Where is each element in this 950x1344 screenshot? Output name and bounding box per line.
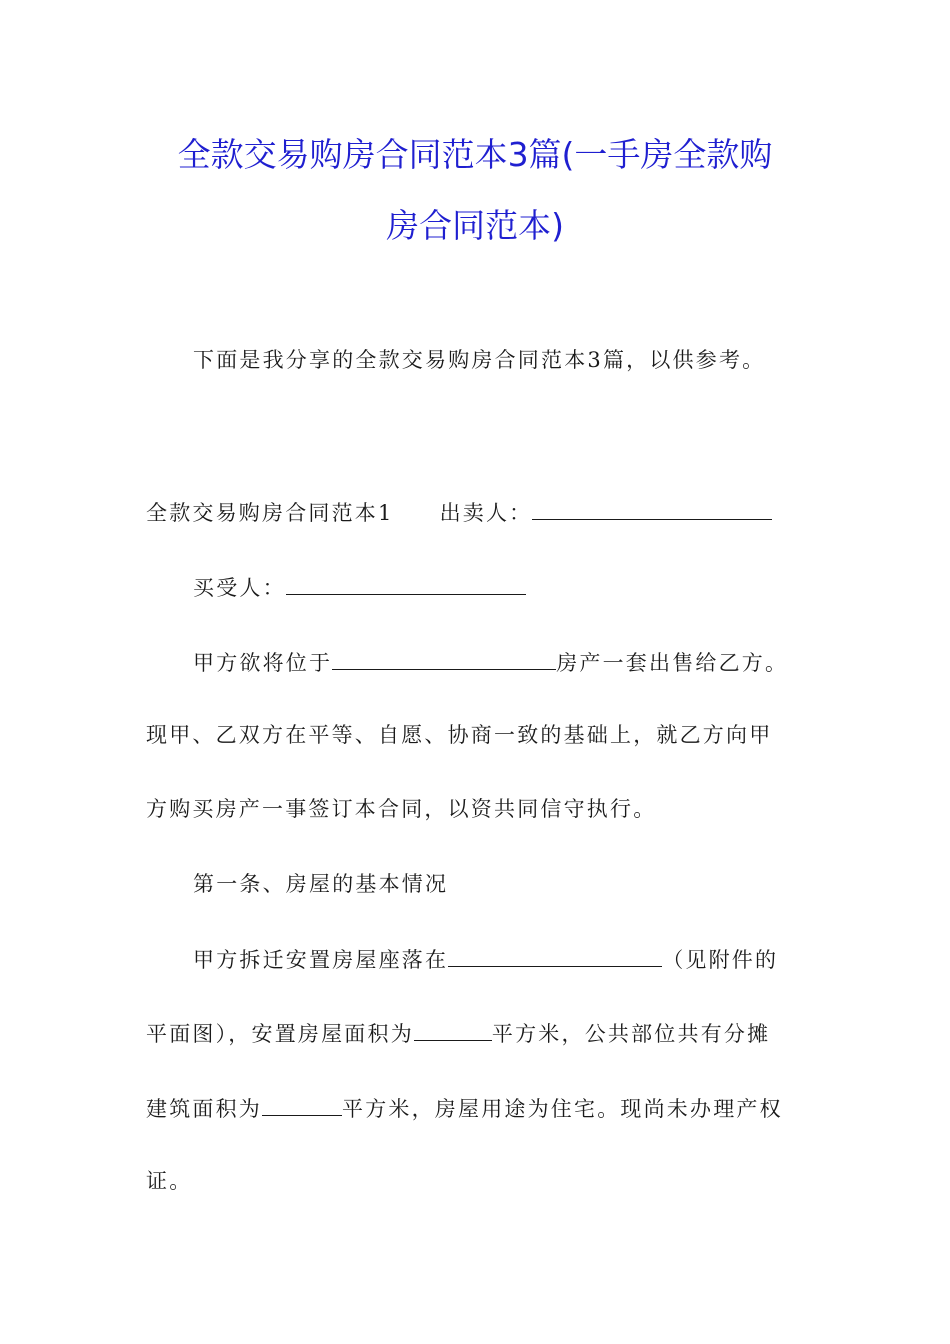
paragraph-1-text-b: 房产一套出售给乙方。 (556, 651, 789, 675)
buyer-label: 买受人： (193, 576, 286, 600)
contract-1-heading-row (146, 497, 772, 527)
shared-area-blank (262, 1093, 342, 1116)
article-1-line-4: 证。 (146, 1169, 193, 1193)
buyer-row (193, 572, 526, 602)
article-1-line-2 (146, 1018, 770, 1048)
paragraph-1-line-1 (193, 647, 788, 677)
article-1-text-f: 平方米，房屋用途为住宅。现尚未办理产权 (342, 1097, 783, 1121)
article-1-line-1 (193, 944, 778, 974)
area-blank (414, 1018, 492, 1041)
seller-blank (532, 497, 772, 520)
paragraph-1-text-a: 甲方欲将位于 (193, 651, 333, 675)
paragraph-1-line-3: 方购买房产一事签订本合同，以资共同信守执行。 (146, 797, 657, 821)
seller-label: 出卖人： (439, 501, 533, 525)
article-1-text-d: 平方米，公共部位共有分摊 (491, 1022, 771, 1046)
intro-paragraph: 下面是我分享的全款交易购房合同范本3篇，以供参考。 (193, 348, 766, 372)
paragraph-1-line-2: 现甲、乙双方在平等、自愿、协商一致的基础上，就乙方向甲 (146, 723, 773, 747)
document-title-line-1: 全款交易购房合同范本3篇(一手房全款购 (177, 135, 773, 174)
contract-1-heading: 全款交易购房合同范本1 (146, 501, 394, 525)
article-1-text-c: 平面图），安置房屋面积为 (146, 1022, 414, 1046)
article-1-text-b: （见附件的 (662, 948, 779, 972)
article-1-text-e: 建筑面积为 (146, 1097, 262, 1121)
buyer-blank (286, 572, 526, 595)
article-1-title: 第一条、房屋的基本情况 (193, 872, 449, 896)
document-title-line-2: 房合同范本) (386, 206, 564, 245)
article-1-text-a: 甲方拆迁安置房屋座落在 (193, 948, 449, 972)
address-blank (448, 944, 662, 967)
location-blank (332, 647, 556, 670)
article-1-line-3 (146, 1093, 783, 1123)
